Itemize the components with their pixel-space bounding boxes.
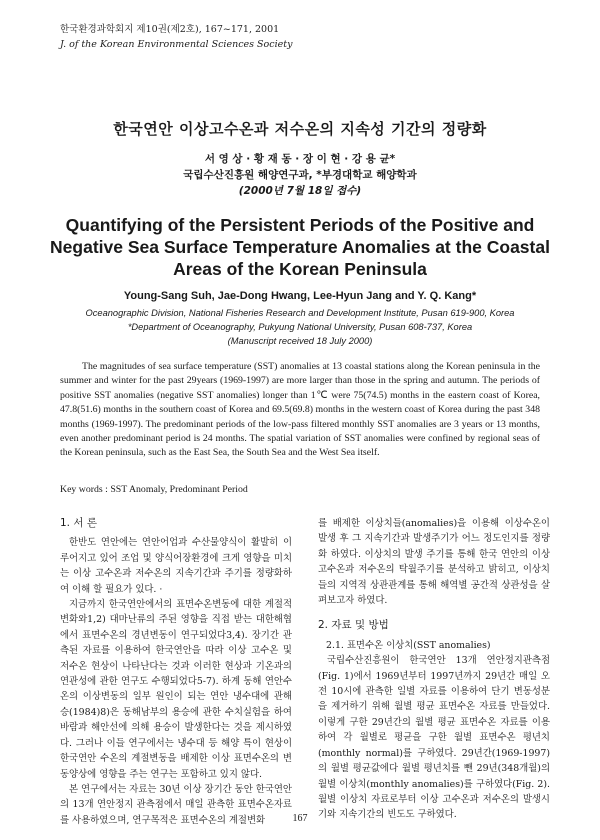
section-heading-introduction: 1. 서 론 — [60, 517, 97, 529]
affiliation-english-block — [0, 306, 600, 348]
subsection-heading: 2.1. 표면수온 이상치(SST anomalies) — [326, 639, 491, 651]
affiliation-english-1: Oceanographic Division, National Fisheries Research and Development Institute, Pusan 619-900, Korea — [85, 308, 515, 318]
paragraph: 본 연구에서는 자료는 30년 이상 장기간 동안 한국연안의 13개 연안정지 관측점에서 매일 관측한 표면수온자료를 사용하였으며, 연구목적은 표면수온의 계절변화 — [60, 783, 292, 826]
authors-korean-block — [0, 151, 600, 199]
section-heading-methods: 2. 자료 및 방법 — [318, 619, 389, 632]
abstract-text: The magnitudes of sea surface temperature (SST) anomalies at 13 coastal stations along the Korean peninsula in the summer and winter for the past 29years (1969-1997) are more larger than those in the spring and autumn. The periods of positive SST anomalies (negative SST anomalies) longer than 1℃ were 75(74.5) months in the eastern coast of Korea, 47.8(51.6) months in the southern coast of Korea and 69.5(69.8) months in the western coast of Korea during the past 348 months (1969-1997). The predominant periods of the low-pass filtered monthly SST anomalies are 3 years or 13 months, even another predominant period is 24 months. The spatial variation of SST anomalies were confined by regional seas of the Korean peninsula, such as the East Sea, the South Sea and the West Sea itself. — [60, 361, 540, 459]
abstract — [60, 360, 540, 461]
journal-header — [60, 22, 292, 52]
received-date-english: (Manuscript received 18 July 2000) — [227, 336, 373, 346]
journal-citation-kr: 한국환경과학회지 제10권(제2호), 167~171, 2001 — [60, 24, 280, 35]
received-date-korean: (2000년 7월 18일 접수) — [238, 185, 362, 197]
journal-name-en: J. of the Korean Environmental Sciences Society — [60, 39, 293, 50]
paragraph: 지금까지 한국연안에서의 표면수온변동에 대한 계절적 변화와1,2) 대마난류의 주된 영향을 직접 받는 대한해협에서 표면수온의 경년변동이 연구되었다3,4). 장기간 관측된 자료를 이용하여 한국연안을 따라 이상 고수온 및 저수온 현상이 나타난다는 것과 이러한 현상과 기온과의 연관성에 관한 연구도 수행되었다5-7). 하계 동해 연안수온의 이상변동의 일부 원인이 되는 연안 냉수대에 관해 승(1984)8)은 동해남부의 용승에 관한 수치실험을 하여 바람과 해안선에 의해 용승이 발생한다는 것을 제시하였다. 그러나 이들 연구에서는 냉수대 등 해양 특이 현상이 한국연안 수온의 계절변동을 배제한 이상 표면수온의 변동양상에 영향을 주는 연구는 포함하고 있지 않다. — [60, 599, 292, 780]
page-number: 167 — [292, 813, 308, 824]
authors-english: Young-Sang Suh, Jae-Dong Hwang, Lee-Hyun Jang and Y. Q. Kang* — [123, 290, 477, 302]
body-column-right — [318, 516, 550, 823]
paragraph: 국립수산진흥원이 한국연안 13개 연안정지관측점 (Fig. 1)에서 1969년부터 1997년까지 29년간 매일 오전 10시에 관측한 일별 자료를 이용하여 단기 변동성분을 제거하기 위해 월별 평균 표면수온 자료를 만들었다. 이렇게 구한 29년간의 월별 평균 표면수온 자료를 이용하여 각 월별로 평균을 구한 월별 표면수온 평년치(monthly normal)를 구하였다. 29년간(1969-1997)의 월별 평균값에다 월별 평년치를 뺀 29년(348개월)의 월별 이상치(monthly anomalies)를 구하였다(Fig. 2). 월별 이상치 자료로부터 이상 고수온과 저수온의 발생시기와 지속기간의 빈도도 구하였다. — [318, 655, 550, 821]
affiliation-english-2: *Department of Oceanography, Pukyung National University, Pusan 608-737, Korea — [127, 322, 473, 332]
authors-korean: 서 영 상 · 황 재 동 · 장 이 현 · 강 용 균* — [204, 153, 396, 165]
title-korean: 한국연안 이상고수온과 저수온의 지속성 기간의 정량화 — [113, 120, 487, 138]
affiliation-korean: 국립수산진흥원 해양연구과, *부경대학교 해양학과 — [183, 169, 417, 181]
title-english: Quantifying of the Persistent Periods of the Positive and Negative Sea Surface Temperature Anomalies at the Coastal Areas of the Korean Peninsula — [50, 215, 550, 279]
body-column-left — [60, 516, 292, 828]
paragraph: 를 배제한 이상치들(anomalies)을 이용해 이상수온이 발생 후 그 지속기간과 발생주기가 어느 정도인지를 정량화 하였다. 이상치의 발생 주기를 통해 한국 연안의 이상 고수온과 저수온의 탁월주기를 분석하고 밝히고, 이상치들의 지역적 상관관계를 통해 해역별 공간적 상관성을 살펴보고자 하였다. — [318, 518, 550, 607]
keywords: Key words : SST Anomaly, Predominant Period — [60, 484, 248, 495]
paragraph: 한반도 연안에는 연안어업과 수산물양식이 활발히 이루어지고 있어 조업 및 양식어장환경에 크게 영향을 미치는 이상 고수온과 저수온의 지속기간과 주기를 정량화하여 이해 할 필요가 있다. · — [60, 537, 292, 595]
